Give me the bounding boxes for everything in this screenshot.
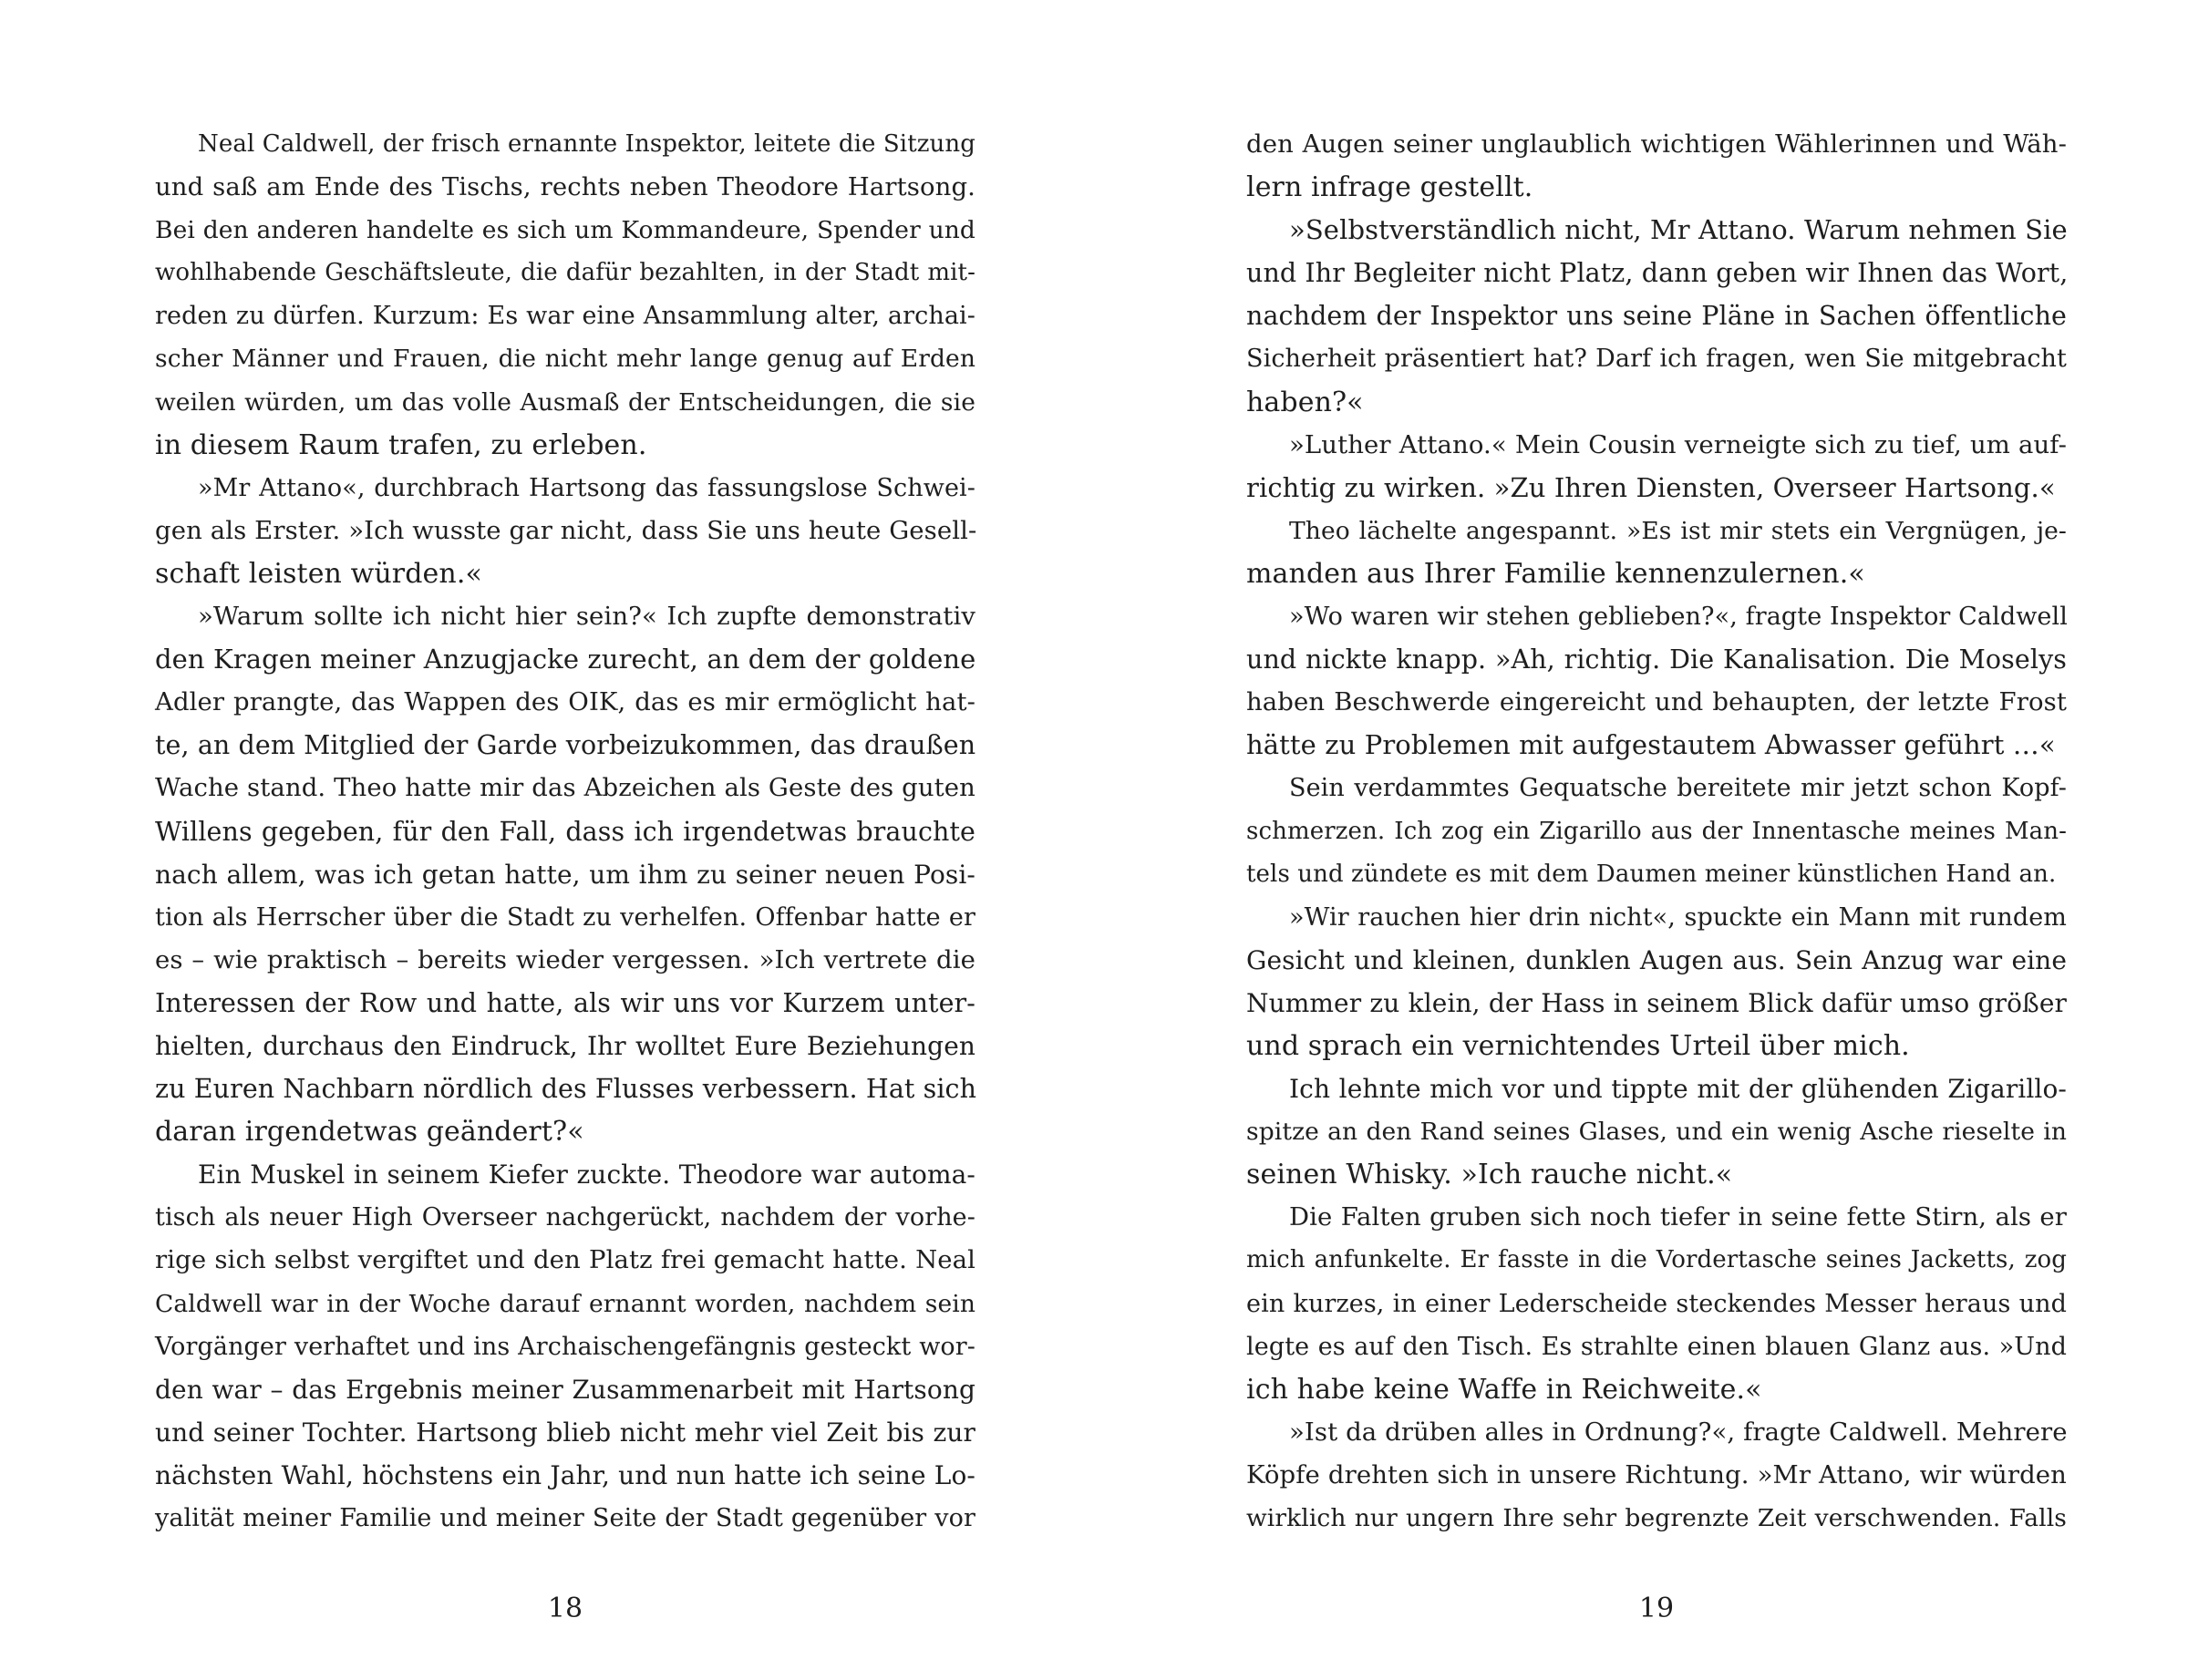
text-line: zu Euren Nachbarn nördlich des Flusses verbessern. Hat sich	[155, 1074, 977, 1105]
text-line: haben?«	[1246, 386, 1364, 418]
text-line: Adler prangte, das Wappen des OIK, das es mir ermöglicht hat-	[155, 687, 975, 717]
text-line: Caldwell war in der Woche darauf ernannt worden, nachdem sein	[155, 1289, 975, 1318]
text-line: Wache stand. Theo hatte mir das Abzeichen als Geste des guten	[155, 773, 975, 803]
text-line: und Ihr Begleiter nicht Platz, dann geben wir Ihnen das Wort,	[1246, 258, 2069, 289]
text-line: wirklich nur ungern Ihre sehr begrenzte Zeit verschwenden. Falls	[1246, 1504, 2067, 1532]
text-line: ich habe keine Waffe in Reichweite.«	[1246, 1373, 1762, 1406]
text-line: »Ist da drüben alles in Ordnung?«, fragte Caldwell. Mehrere	[1289, 1417, 2068, 1447]
text-line: Sicherheit präsentiert hat? Darf ich fragen, wen Sie mitgebracht	[1246, 345, 2067, 374]
text-line: richtig zu wirken. »Zu Ihren Diensten, Overseer Hartsong.«	[1246, 471, 2056, 503]
text-line: »Warum sollte ich nicht hier sein?« Ich zupfte demonstrativ	[198, 602, 975, 632]
text-line: »Wo waren wir stehen geblieben?«, fragte Inspektor Caldwell	[1289, 603, 2068, 632]
text-line: weilen würden, um das volle Ausmaß der Entscheidungen, die sie	[155, 387, 975, 417]
text-line: schmerzen. Ich zog ein Zigarillo aus der Innentasche meines Man-	[1246, 817, 2067, 845]
text-line: Neal Caldwell, der frisch ernannte Inspektor, leitete die Sitzung	[198, 130, 975, 158]
text-line: Gesicht und kleinen, dunklen Augen aus. Sein Anzug war eine	[1246, 944, 2067, 975]
text-line: es – wie praktisch – bereits wieder vergessen. »Ich vertrete die	[155, 944, 975, 974]
text-line: nach allem, was ich getan hatte, um ihm zu seiner neuen Posi-	[155, 859, 975, 890]
text-line: »Selbstverständlich nicht, Mr Attano. Warum nehmen Sie	[1289, 214, 2068, 246]
text-line: Köpfe drehten sich in unsere Richtung. »Mr Attano, wir würden	[1246, 1459, 2067, 1489]
text-line: lern infrage gestellt.	[1246, 171, 1533, 204]
text-line: Willens gegeben, für den Fall, dass ich irgendetwas brauchte	[155, 816, 975, 847]
text-line: Nummer zu klein, der Hass in seinem Blick dafür umso größer	[1246, 987, 2067, 1018]
text-line: Vorgänger verhaftet und ins Archaischengefängnis gesteckt wor-	[155, 1332, 975, 1361]
text-line: und nickte knapp. »Ah, richtig. Die Kanalisation. Die Moselys	[1246, 644, 2067, 675]
text-line: wohlhabende Geschäftsleute, die dafür bezahlten, in der Stadt mit-	[155, 259, 975, 287]
left-page-text	[155, 123, 975, 1540]
text-line: daran irgendetwas geändert?«	[155, 1116, 584, 1149]
text-line: hätte zu Problemen mit aufgestautem Abwasser geführt …«	[1246, 729, 2056, 761]
text-line: Ich lehnte mich vor und tippte mit der glühenden Zigarillo-	[1289, 1074, 2067, 1105]
text-line: »Wir rauchen hier drin nicht«, spuckte ein Mann mit rundem	[1289, 902, 2067, 932]
page-number: 18	[547, 1592, 583, 1624]
text-line: gen als Erster. »Ich wusste gar nicht, dass Sie uns heute Gesell-	[155, 515, 977, 545]
text-line: tisch als neuer High Overseer nachgerückt, nachdem der vorhe-	[155, 1203, 975, 1232]
right-page	[1246, 123, 2069, 1624]
text-line: tion als Herrscher über die Stadt zu verhelfen. Offenbar hatte er	[155, 902, 975, 932]
left-page	[155, 123, 977, 1624]
text-line: manden aus Ihrer Familie kennenzulernen.«	[1246, 557, 1865, 590]
text-line: reden zu dürfen. Kurzum: Es war eine Ansammlung alter, archai-	[155, 302, 975, 331]
text-line: legte es auf den Tisch. Es strahlte einen blauen Glanz aus. »Und	[1246, 1332, 2067, 1361]
text-line: Sein verdammtes Gequatsche bereitete mir jetzt schon Kopf-	[1289, 774, 2067, 803]
text-line: spitze an den Rand seines Glases, und ein wenig Asche rieselte in	[1246, 1118, 2067, 1147]
right-page-text	[1246, 123, 2067, 1540]
text-line: und sprach ein vernichtendes Urteil über mich.	[1246, 1029, 1910, 1062]
text-line: Ein Muskel in seinem Kiefer zuckte. Theodore war automa-	[198, 1160, 975, 1190]
text-line: schaft leisten würden.«	[155, 557, 482, 590]
text-line: den Augen seiner unglaublich wichtigen Wählerinnen und Wäh-	[1246, 129, 2067, 159]
text-line: haben Beschwerde eingereicht und behaupten, der letzte Frost	[1246, 687, 2067, 717]
text-line: und seiner Tochter. Hartsong blieb nicht mehr viel Zeit bis zur	[155, 1417, 975, 1448]
text-line: hielten, durchaus den Eindruck, Ihr wolltet Eure Beziehungen	[155, 1030, 975, 1061]
text-line: nächsten Wahl, höchstens ein Jahr, und nun hatte ich seine Lo-	[155, 1459, 975, 1490]
text-line: und saß am Ende des Tischs, rechts neben Theodore Hartsong.	[155, 172, 975, 202]
text-line: te, an dem Mitglied der Garde vorbeizukommen, das draußen	[155, 730, 976, 761]
text-line: »Luther Attano.« Mein Cousin verneigte sich zu tief, um auf-	[1289, 429, 2067, 459]
page-number: 19	[1638, 1592, 1675, 1624]
text-line: Interessen der Row und hatte, als wir uns vor Kurzem unter-	[155, 987, 975, 1018]
text-line: den war – das Ergebnis meiner Zusammenarbeit mit Hartsong	[155, 1374, 975, 1405]
text-line: yalität meiner Familie und meiner Seite der Stadt gegenüber vor	[155, 1504, 975, 1532]
text-line: ein kurzes, in einer Lederscheide steckendes Messer heraus und	[1246, 1289, 2067, 1318]
text-line: Theo lächelte angespannt. »Es ist mir stets ein Vergnügen, je-	[1289, 516, 2067, 545]
text-line: rige sich selbst vergiftet und den Platz frei gemacht hatte. Neal	[155, 1245, 975, 1275]
text-line: Die Falten gruben sich noch tiefer in seine fette Stirn, als er	[1289, 1202, 2067, 1232]
text-line: mich anfunkelte. Er fasste in die Vordertasche seines Jacketts, zog	[1246, 1246, 2067, 1274]
text-line: scher Männer und Frauen, die nicht mehr lange genug auf Erden	[155, 345, 975, 374]
text-line: in diesem Raum trafen, zu erleben.	[155, 428, 647, 461]
text-line: »Mr Attano«, durchbrach Hartsong das fassungslose Schwei-	[198, 473, 975, 502]
text-line: nachdem der Inspektor uns seine Pläne in Sachen öffentliche	[1246, 301, 2067, 332]
text-line: seinen Whisky. »Ich rauche nicht.«	[1246, 1159, 1733, 1191]
text-line: den Kragen meiner Anzugjacke zurecht, an dem der goldene	[155, 644, 976, 675]
text-line: Bei den anderen handelte es sich um Kommandeure, Spender und	[155, 216, 975, 245]
text-line: tels und zündete es mit dem Daumen meiner künstlichen Hand an.	[1246, 860, 2057, 888]
